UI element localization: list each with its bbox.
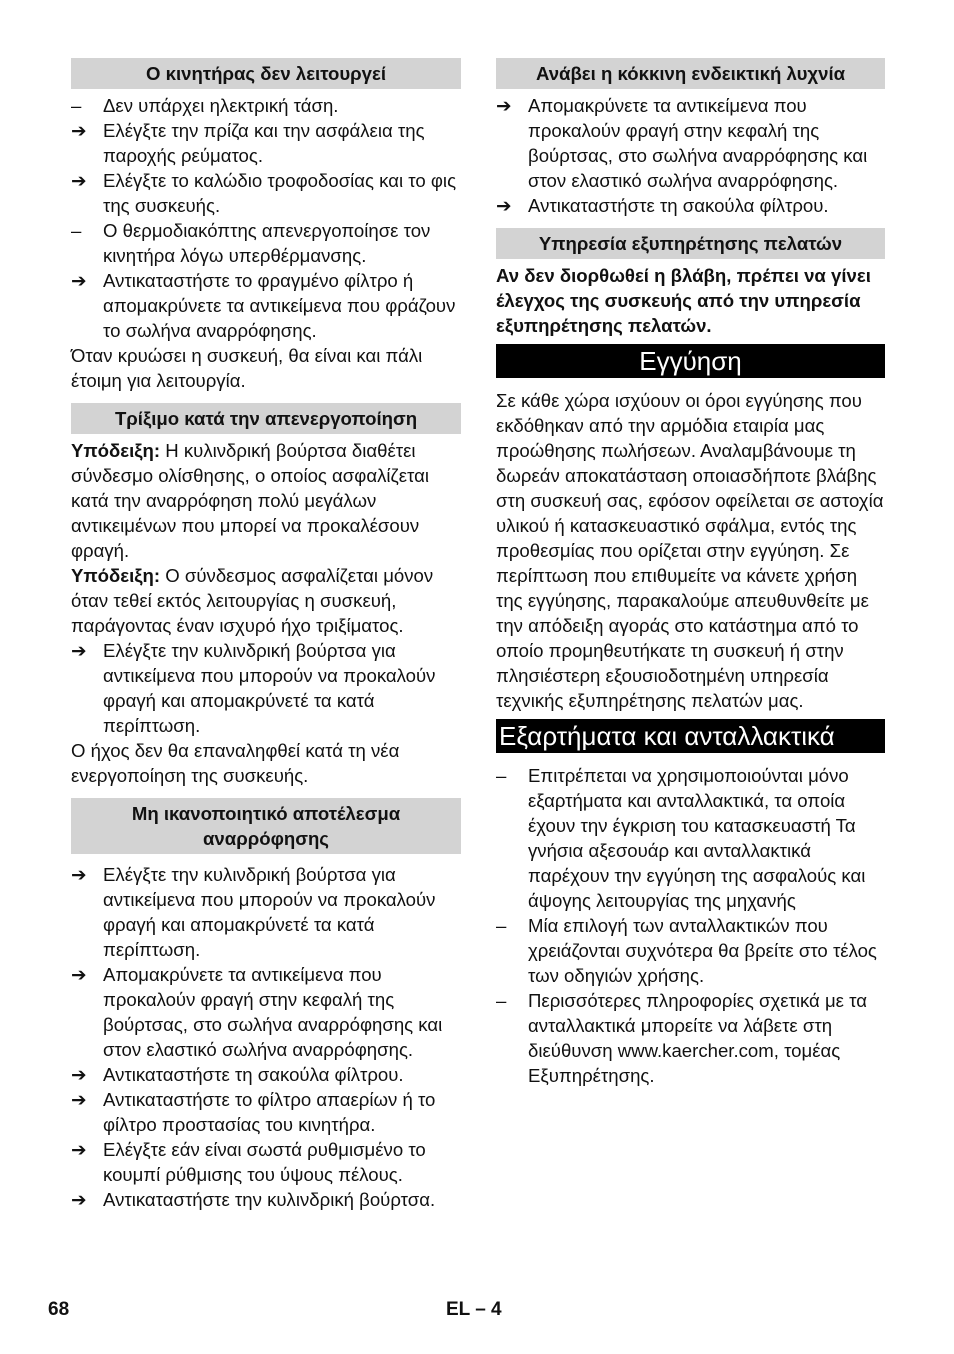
- dash-marker: –: [71, 95, 82, 116]
- item-text: Ελέγξτε την κυλινδρική βούρτσα για αντικείμενα που μπορούν να προκαλούν φραγή και απομακρύνετέ τα κατά περίπτωση.: [103, 640, 436, 736]
- dash-marker: –: [496, 765, 507, 786]
- hint-label: Υπόδειξη:: [71, 440, 161, 461]
- item-text: Αντικαταστήστε την κυλινδρική βούρτσα.: [103, 1189, 436, 1210]
- list-item: [496, 93, 885, 193]
- item-text: Περισσότερες πληροφορίες σχετικά με τα ανταλλακτικά μπορείτε να λάβετε στη διεύθυνση www.kaercher.com, τομέας Εξυπηρέτησης.: [528, 990, 867, 1086]
- arrow-icon: ➔: [71, 640, 87, 661]
- list-item: [71, 168, 461, 218]
- heading-accessories-spare-parts: Εξαρτήματα και ανταλλακτικά: [496, 719, 885, 753]
- list-item: [496, 913, 885, 988]
- dash-marker: –: [496, 990, 507, 1011]
- list-item: [71, 862, 461, 962]
- item-text: Απομακρύνετε τα αντικείμενα που προκαλούν φραγή στην κεφαλή της βούρτσας, στο σωλήνα αναρρόφησης και στον ελαστικό σωλήνα αναρρόφησης.: [103, 964, 443, 1060]
- right-column: [496, 58, 885, 1088]
- heading-red-indicator: Ανάβει η κόκκινη ενδεικτική λυχνία: [496, 58, 885, 89]
- arrow-icon: ➔: [71, 270, 87, 291]
- item-text: Αντικαταστήστε τη σακούλα φίλτρου.: [103, 1064, 404, 1085]
- list-item: [71, 218, 461, 268]
- list-item: [496, 193, 885, 218]
- item-text: Ελέγξτε την κυλινδρική βούρτσα για αντικείμενα που μπορούν να προκαλούν φραγή και απομακρύνετέ τα κατά περίπτωση.: [103, 864, 436, 960]
- arrow-icon: ➔: [71, 964, 87, 985]
- list-item: [71, 638, 461, 738]
- arrow-icon: ➔: [71, 120, 87, 141]
- arrow-icon: ➔: [71, 864, 87, 885]
- item-text: Αντικαταστήστε το φραγμένο φίλτρο ή απομακρύνετε τα αντικείμενα που φράζουν το σωλήνα αναρρόφησης.: [103, 270, 456, 341]
- noise-note: Ο ήχος δεν θα επαναληφθεί κατά τη νέα ενεργοποίηση της συσκευής.: [71, 740, 400, 786]
- arrow-icon: ➔: [71, 170, 87, 191]
- list-item: [71, 1087, 461, 1137]
- item-text: Ελέγξτε το καλώδιο τροφοδοσίας και το φις της συσκευής.: [103, 170, 457, 216]
- heading-customer-service: Υπηρεσία εξυπηρέτησης πελατών: [496, 228, 885, 259]
- item-text: Απομακρύνετε τα αντικείμενα που προκαλούν φραγή στην κεφαλή της βούρτσας, στο σωλήνα αναρρόφησης και στον ελαστικό σωλήνα αναρρόφησης.: [528, 95, 868, 191]
- heading-motor-not-working: Ο κινητήρας δεν λειτουργεί: [71, 58, 461, 89]
- list-item: [71, 1062, 461, 1087]
- heading-warranty: Εγγύηση: [496, 344, 885, 378]
- arrow-icon: ➔: [71, 1189, 87, 1210]
- list-item: [71, 118, 461, 168]
- list-item: [71, 93, 461, 118]
- dash-marker: –: [71, 220, 82, 241]
- hint-paragraph: [71, 438, 461, 563]
- list-item: [496, 763, 885, 913]
- dash-marker: –: [496, 915, 507, 936]
- list-item: [71, 1187, 461, 1212]
- arrow-icon: ➔: [71, 1139, 87, 1160]
- left-column: [71, 58, 461, 1212]
- page-number: 68: [48, 1299, 70, 1320]
- list-item: [71, 1137, 461, 1187]
- arrow-icon: ➔: [496, 95, 512, 116]
- customer-service-text: Αν δεν διορθωθεί η βλάβη, πρέπει να γίνει έλεγχος της συσκευής από την υπηρεσία εξυπηρέτησης πελατών.: [496, 265, 871, 336]
- list-item: [496, 988, 885, 1088]
- item-text: Δεν υπάρχει ηλεκτρική τάση.: [103, 95, 339, 116]
- heading-poor-suction: Μη ικανοποιητικό αποτέλεσμα αναρρόφησης: [71, 798, 461, 854]
- cooldown-note: Όταν κρυώσει η συσκευή, θα είναι και πάλι έτοιμη για λειτουργία.: [71, 345, 423, 391]
- item-text: Επιτρέπεται να χρησιμοποιούνται μόνο εξαρτήματα και ανταλλακτικά, τα οποία έχουν την έγκριση του κατασκευαστή Τα γνήσια αξεσουάρ και ανταλλακτικά παρέχουν την εγγύηση της ασφαλούς και άψογης λειτουργίας της μηχανής: [528, 765, 866, 911]
- warranty-text: Σε κάθε χώρα ισχύουν οι όροι εγγύησης που εκδόθηκαν από την αρμόδια εταιρία μας προώθησης πωλήσεων. Αναλαμβάνουμε τη δωρεάν αποκατάσταση οποιασδήποτε βλάβης στη συσκευή σας, εφόσον οφείλεται σε αστοχία υλικού ή κατασκευαστικό σφάλμα, εντός της προθεσμίας που ορίζεται στην εγγύηση. Σε περίπτωση που επιθυμείτε να κάνετε χρήση της εγγύησης, παρακαλούμε απευθυνθείτε με την απόδειξη αγοράς στο κατάστημα από το οποίο προμηθευτήκατε τη συσκευή ή στην πλησιέστερη εξουσιοδοτημένη υπηρεσία τεχνικής εξυπηρέτησης πελατών μας.: [496, 390, 884, 711]
- hint-text: Η κυλινδρική βούρτσα διαθέτει σύνδεσμο ολίσθησης, ο οποίος ασφαλίζεται κατά την αναρρόφηση πολύ μεγάλων αντικειμένων που μπορεί να προκαλέσουν φραγή.: [71, 440, 429, 561]
- list-item: [71, 268, 461, 343]
- item-text: Ο θερμοδιακόπτης απενεργοποίησε τον κινητήρα λόγω υπερθέρμανσης.: [103, 220, 431, 266]
- hint-text: Ο σύνδεσμος ασφαλίζεται μόνον όταν τεθεί εκτός λειτουργίας η συσκευή, παράγοντας έναν ισχυρό ήχο τριξίματος.: [71, 565, 434, 636]
- item-text: Αντικαταστήστε το φίλτρο απαερίων ή το φίλτρο προστασίας του κινητήρα.: [103, 1089, 436, 1135]
- arrow-icon: ➔: [496, 195, 512, 216]
- arrow-icon: ➔: [71, 1064, 87, 1085]
- hint-label: Υπόδειξη:: [71, 565, 161, 586]
- list-item: [71, 962, 461, 1062]
- heading-creaking-on-shutdown: Τρίξιμο κατά την απενεργοποίηση: [71, 403, 461, 434]
- language-page-label: EL – 4: [446, 1299, 502, 1320]
- item-text: Μία επιλογή των ανταλλακτικών που χρειάζονται συχνότερα θα βρείτε στο τέλος των οδηγιών χρήσης.: [528, 915, 877, 986]
- item-text: Ελέγξτε εάν είναι σωστά ρυθμισμένο το κουμπί ρύθμισης του ύψους πέλους.: [103, 1139, 426, 1185]
- hint-paragraph: [71, 563, 461, 638]
- arrow-icon: ➔: [71, 1089, 87, 1110]
- item-text: Αντικαταστήστε τη σακούλα φίλτρου.: [528, 195, 829, 216]
- item-text: Ελέγξτε την πρίζα και την ασφάλεια της παροχής ρεύματος.: [103, 120, 425, 166]
